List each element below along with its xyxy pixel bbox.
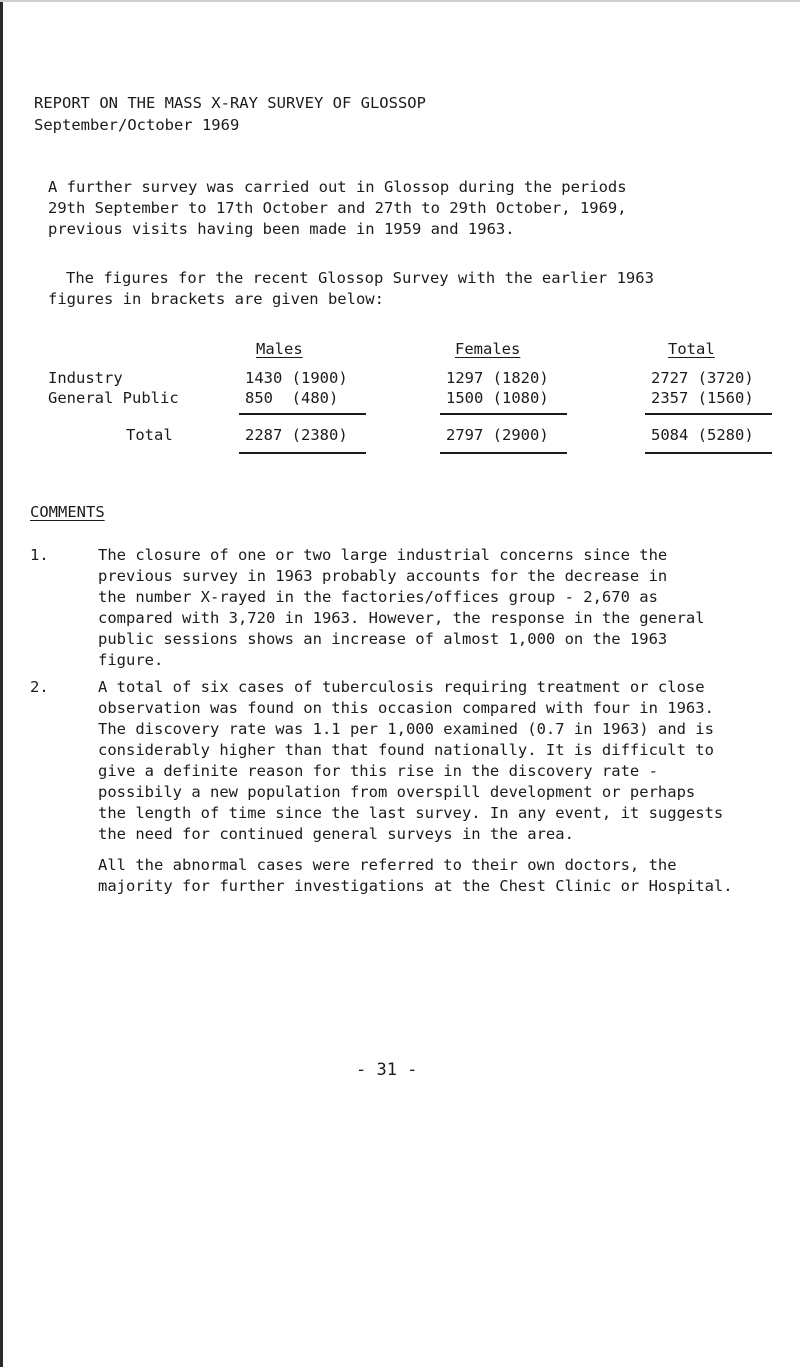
table-rule <box>645 413 772 415</box>
cell-industry-total: 2727 (3720) <box>651 369 754 387</box>
comment-line: public sessions shows an increase of almost 1,000 on the 1963 <box>98 630 668 648</box>
comment-line: previous survey in 1963 probably accounts for the decrease in <box>98 567 668 585</box>
comments-heading: COMMENTS <box>30 503 105 521</box>
cell-industry-males: 1430 (1900) <box>245 369 348 387</box>
comment-line: the number X-rayed in the factories/offices group - 2,670 as <box>98 588 658 606</box>
intro-line: A further survey was carried out in Glossop during the periods <box>48 178 627 196</box>
scan-top-edge <box>0 0 800 2</box>
comment-line: possibily a new population from overspill development or perhaps <box>98 783 696 801</box>
comment-line: compared with 3,720 in 1963. However, the response in the general <box>98 609 705 627</box>
cell-general-public-females: 1500 (1080) <box>446 389 549 407</box>
table-rule <box>440 413 567 415</box>
report-title: REPORT ON THE MASS X-RAY SURVEY OF GLOSSOP <box>34 94 426 112</box>
comment-line: the need for continued general surveys in the area. <box>98 825 574 843</box>
row-label-industry: Industry <box>48 369 123 387</box>
intro-line: previous visits having been made in 1959 and 1963. <box>48 220 515 238</box>
cell-general-public-males: 850 (480) <box>245 389 339 407</box>
comment-line: A total of six cases of tuberculosis requiring treatment or close <box>98 678 705 696</box>
comment-line: The closure of one or two large industrial concerns since the <box>98 546 668 564</box>
scan-edge <box>0 0 3 1367</box>
comment-number: 1. <box>30 546 49 564</box>
report-subtitle: September/October 1969 <box>34 116 240 134</box>
comment-line: give a definite reason for this rise in the discovery rate - <box>98 762 658 780</box>
row-label-total: Total <box>126 426 173 444</box>
intro-line: 29th September to 17th October and 27th to 29th October, 1969, <box>48 199 627 217</box>
comment-line: considerably higher than that found nationally. It is difficult to <box>98 741 714 759</box>
comment-line: observation was found on this occasion compared with four in 1963. <box>98 699 714 717</box>
page-number: - 31 - <box>356 1060 418 1080</box>
column-header-total: Total <box>668 340 715 358</box>
cell-industry-females: 1297 (1820) <box>446 369 549 387</box>
comment-number: 2. <box>30 678 49 696</box>
column-header-females: Females <box>455 340 521 358</box>
table-rule <box>239 413 366 415</box>
table-rule <box>239 452 366 454</box>
cell-total-females: 2797 (2900) <box>446 426 549 444</box>
cell-total-males: 2287 (2380) <box>245 426 348 444</box>
closing-paragraph <box>98 855 788 897</box>
comment-line: figure. <box>98 651 164 669</box>
comment-1-text <box>98 545 778 671</box>
comment-line: the length of time since the last survey. In any event, it suggests <box>98 804 724 822</box>
comment-2-text <box>98 677 788 845</box>
intro-paragraph-1 <box>48 177 748 240</box>
comment-line: The discovery rate was 1.1 per 1,000 examined (0.7 in 1963) and is <box>98 720 714 738</box>
cell-general-public-total: 2357 (1560) <box>651 389 754 407</box>
column-header-males: Males <box>256 340 303 358</box>
closing-line: All the abnormal cases were referred to their own doctors, the <box>98 856 677 874</box>
intro-line: figures in brackets are given below: <box>48 290 384 308</box>
table-rule <box>440 452 567 454</box>
row-label-general-public: General Public <box>48 389 179 407</box>
intro-paragraph-2 <box>48 268 748 310</box>
closing-line: majority for further investigations at the Chest Clinic or Hospital. <box>98 877 733 895</box>
cell-total-total: 5084 (5280) <box>651 426 754 444</box>
intro-line: The figures for the recent Glossop Survey with the earlier 1963 <box>66 269 654 287</box>
table-rule <box>645 452 772 454</box>
